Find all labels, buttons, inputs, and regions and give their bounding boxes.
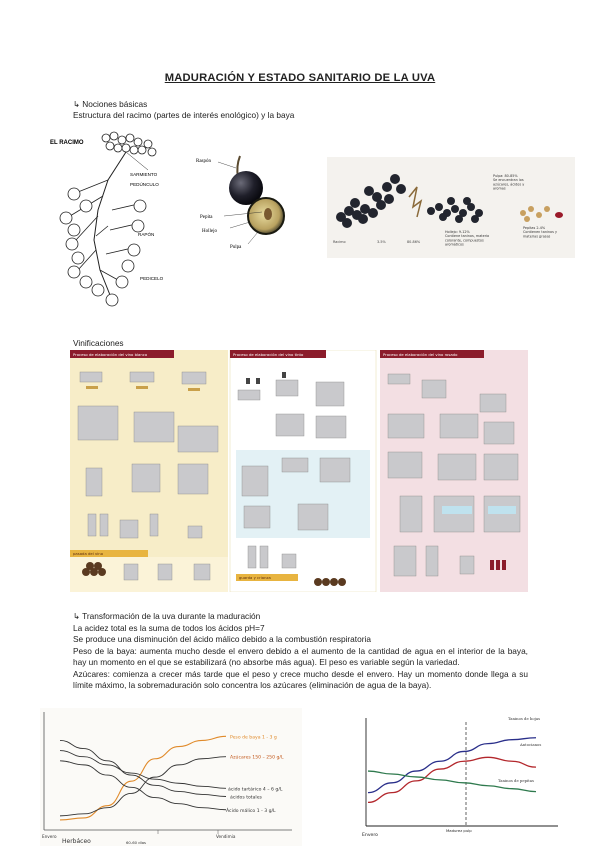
label-pepita: Pepita: [200, 215, 213, 220]
chart1-series-label: ácidos totales: [230, 795, 262, 801]
section-heading-vinificaciones: Vinificaciones: [73, 338, 124, 348]
label-pedunculo: PEDÚNCULO: [130, 182, 159, 187]
comp-label-line: Pepitas 2-4%: [523, 226, 546, 230]
chart-polifenoles: [360, 712, 564, 840]
chart2-x-label: Envero: [362, 833, 378, 838]
section-heading-transformacion: ↳ Transformación de la uva durante la maduración: [73, 611, 261, 621]
subpanel-title-2: guarda y crianza: [239, 575, 271, 580]
panel-title-blanco: Proceso de elaboración del vino blanco: [73, 352, 148, 357]
chart1-series-label: ácido tartárico 4 – 6 g/L: [228, 787, 283, 793]
label-pedicelo: PEDICELO: [140, 276, 164, 281]
chart1-series-label: Ácido málico 1 - 3 g/L: [226, 808, 276, 814]
comp-label-line: colorante, compuestos: [445, 238, 484, 243]
label-hollejo-pct: [445, 230, 489, 247]
chart2-tick-label: Madurez pulp: [446, 828, 472, 833]
chart1-tick-label: Vendimia: [216, 834, 236, 839]
chart1-background: [40, 708, 302, 846]
chart2-series-label: Taninos de hojas: [508, 716, 541, 721]
text-line-malico: Se produce una disminución del ácido málico debido a la combustión respiratoria: [73, 634, 371, 645]
vinificaciones-infographic: [70, 350, 528, 592]
text-line-azucares: Azúcares: comienza a crecer más tarde que el peso y crece mucho desde el envero. Hay un momento donde llega a su límite máximo, la sobremaduración solo concentra los azúcares (eliminación de agua de la baya).: [73, 668, 528, 691]
label-hollejo: Hollejo: [202, 229, 217, 234]
racimo-diagram: [48, 130, 170, 312]
transformacion-body: [73, 623, 528, 691]
chart2-series-label: Taninos de pepitas: [498, 778, 534, 783]
chart-maduracion: [40, 708, 302, 846]
label-pulpa-pct: [493, 174, 524, 191]
stem-racimo: Racimo: [333, 240, 346, 244]
comp-label-line: Pulpa: 80-85%: [493, 174, 518, 178]
panel-title-tinto: Proceso de elaboración del vino tinto: [233, 352, 304, 357]
comp-label-line: Se encuentran los: [493, 178, 524, 183]
stem-percent-1: 3-5%: [377, 240, 386, 244]
comp-label-line: aromáticos: [445, 242, 464, 247]
label-sarmiento: SARMIENTO: [130, 172, 158, 177]
chart1-tick-label: 60-60 días: [126, 840, 147, 845]
comp-label-line: materias grasas: [523, 234, 551, 239]
racimo-title: EL RACIMO: [50, 140, 84, 146]
chart2-series-label: Antocianos: [520, 742, 542, 747]
comp-label-line: Hollejo: 9-12%: [445, 230, 470, 234]
subpanel-title-1: pasada del vino: [73, 551, 104, 556]
page-title: MADURACIÓN Y ESTADO SANITARIO DE LA UVA: [164, 72, 436, 84]
label-pepitas-pct: [523, 226, 557, 238]
label-pulpa: Pulpa: [230, 245, 242, 250]
comp-label-line: azúcares, ácidos y: [493, 182, 525, 187]
chart1-series-label: Azúcares 150 – 250 g/L: [230, 755, 284, 761]
baya-diagram: [190, 150, 300, 252]
chart1-tick-label: Envero: [42, 834, 57, 839]
section-subheading: Estructura del racimo (partes de interés enológico) y la baya: [73, 110, 295, 120]
chart1-series-label: Peso de baya 1 - 3 g: [230, 735, 277, 741]
composicion-photo: [327, 157, 575, 258]
label-raspon: Raspón: [196, 159, 211, 164]
comp-label-line: Contienen taninos y: [523, 230, 557, 235]
label-rapon: RAPÓN: [138, 232, 155, 237]
chart1-x-label: Herbáceo: [62, 838, 91, 845]
text-line-peso: Peso de la baya: aumenta mucho desde el envero debido a el aumento de la cantidad de agua en el interior de la baya, hay un momento en el que se estabilizará (no absorbe más agua). El peso es variable según la variedad.: [73, 645, 528, 668]
section-heading-nociones: ↳ Nociones básicas: [73, 99, 148, 109]
comp-label-line: aromas: [493, 186, 506, 191]
text-line-acidez: La acidez total es la suma de todos los ácidos pH=7: [73, 623, 265, 633]
panel-title-rosado: Proceso de elaboración del vino rosado: [383, 352, 458, 357]
comp-label-line: Contiene taninos, materia: [445, 234, 490, 239]
stem-percent-2: 80-86%: [407, 240, 421, 244]
